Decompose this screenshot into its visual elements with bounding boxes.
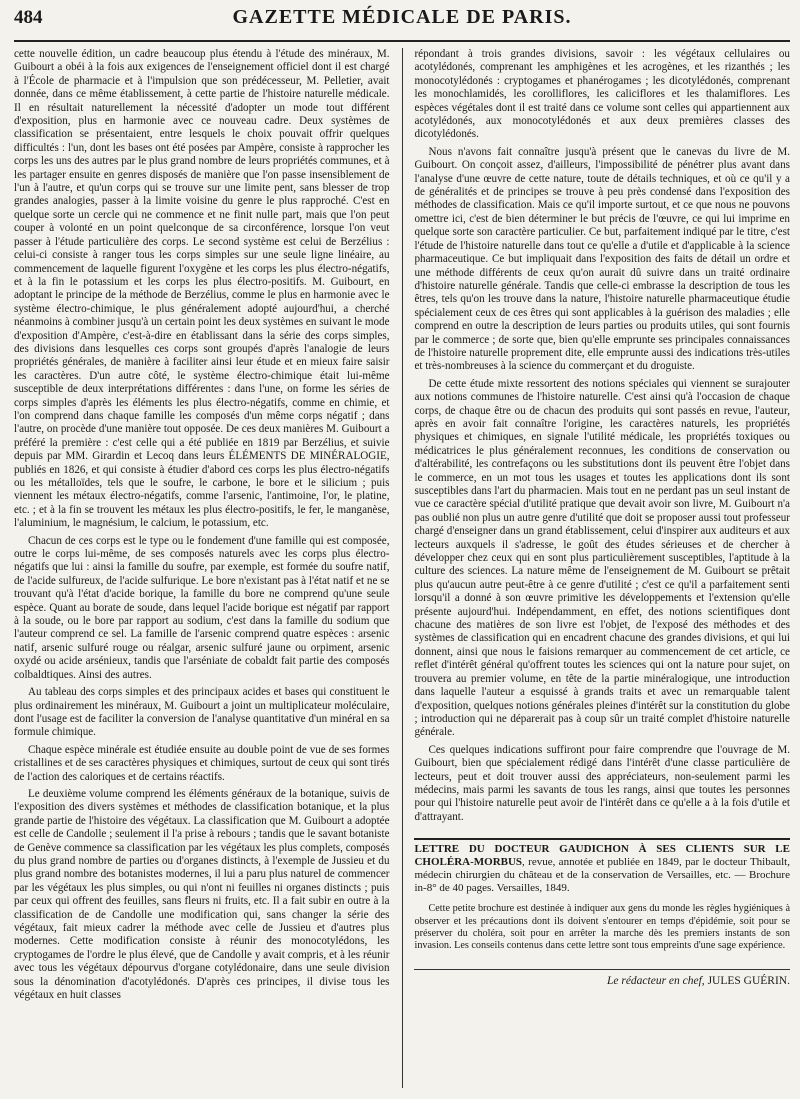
article-paragraph: cette nouvelle édition, un cadre beaucoup plus étendu à l'étude des minéraux, M. Guibourt a obéi à la fois aux exigences de l'enseignement officiel dont il est chargé à l'École de pharmacie et à l'impulsion que son prédécesseur, M. Pelletier, avait donnée, dans ce même établissement, à cette partie de l'histoire naturelle médicale. Il en résultait naturellement la nécessité d'adopter un mode tout différent d'exposition, plus en harmonie avec ce nouveau cadre. Deux systèmes de classification se présentaient, entre lesquels le choix pouvait offrir quelques difficultés : l'un, dont les bases ont été posées par Ampère, consiste à rapprocher les corps les uns des autres par le plus grand nombre de leurs propriétés communes, et à les partager ensuite en genres disposés de manière que l'on passe insensiblement de l'un à l'autre, et qu'un corps qui se trouve sur une limite pent, sans blesser de trop grandes analogies, passer à la limite voisine du genre le plus rapproché. C'est en quelque sorte un cercle qui ne commence et ne finit nulle part, mais que l'on peut couper à volonté en un point quelconque de sa circonférence, lorsque l'on veut passer à l'étude particulière des corps. Le second système est celui de Berzélius : celui-ci consiste à ranger tous les corps simples sur une seule ligne linéaire, au commencement de laquelle figurent l'oxygène et les corps les plus électro-négatifs, et à la fin le potassium et les corps les plus électro-positifs. M. Guibourt, en adoptant le principe de la méthode de Berzélius, comme le plus en harmonie avec le système électro-chimique, le plus généralement adopté aujourd'hui, a cherché néanmoins à combiner jusqu'à un certain point les deux systèmes en suivant le mode d'exposition d'Ampère, c'est-à-dire en établissant dans la série des corps simples, des divisions dans lesquelles ces corps sont groupés d'après l'analogie de leurs propriétés générales, de manière à faciliter ainsi leur étude et en mieux faire saisir les caractères. D'un autre côté, le système électro-chimique était lui-même susceptible de deux interprétations différentes : dans l'une, on forme les séries de corps simples d'après les éléments les plus électro-négatifs, comme en chimie, et l'on comprend dans chaque famille les composés d'un même corps négatif ; dans l'autre, on procède d'une manière tout opposée. De ces deux manières M. Guibourt a préféré la première : c'est celle qui a été publiée en 1819 par Berzélius, et suivie depuis par MM. Girardin et Lecoq dans leurs ÉLÉMENTS DE MINÉRALOGIE, publiés en 1826, et qui consiste à étudier d'abord ces corps les plus électro-négatifs ou les métalloïdes, tels que le soufre, le carbone, le bore et le silicium ; puis viennent les métaux électro-négatifs, comme l'arsenic, l'antimoine, l'or, le platine, etc. ; et à la fin se trouvent les métaux les plus électro-positifs, le fer, le manganèse, l'aluminium, le magnésium, le calcium, le potassium, etc. bbox=[14, 48, 390, 530]
article-paragraph: Le deuxième volume comprend les éléments généraux de la botanique, suivis de l'exposition des divers systèmes et méthodes de classification botanique, et la plus grande partie de l'histoire des végétaux. La classification que M. Guibourt a adoptée est celle de Candolle ; seulement il l'a prise à rebours ; tandis que le savant botaniste de Genève commence sa classification par les végétaux les plus complets, composés du plus grand nombre de parties ou d'organes distincts, à l'exemple de Jussieu et du plus grand nombre des botanistes modernes, il lui a paru plus naturel de commencer par les végétaux les plus simples, ou qui n'ont ni feuilles ni organes distincts ; puis par ceux qui offrent des feuilles, sans fleurs ni fruits, etc. Il a fait subir en outre à la classification de de Candolle une modification qui, sans changer la série des végétaux, fait mieux cadrer la méthode avec celle de Jussieu et d'autres plus modernes. Cette modification consiste à réunir des monocotylédons, les cryptogames de l'ordre le plus élevé, que de Candolle y avait compris, et à les réunir avec tous les végétaux dépourvus d'organe cotylédonaire, dans une seule division sous la dénomination d'acotylédonés. D'après ces principes, il divise tous les végétaux en huit classes bbox=[14, 787, 390, 1002]
column-divider bbox=[402, 48, 403, 1088]
letter-review bbox=[414, 838, 790, 953]
signature-role: Le rédacteur en chef, bbox=[606, 974, 705, 987]
article-paragraph: répondant à trois grandes divisions, savoir : les végétaux cellulaires ou acotylédonés, comprenant les amphigènes et les acrogènes, et les rizanthés ; les monocotylédonés : cryptogames et phanérogames ; les dicotylédonés, comprenant les monochlamidés, les corolliflores, les caliciflores et les thalamiflores. Les espèces végétales dont il est traité dans ce volume sont celles qui appartiennent aux acotylédonés, aux monocotylédonés et aux deux premières classes des dicotylédonés. bbox=[414, 48, 790, 141]
letter-heading bbox=[414, 843, 790, 895]
article-paragraph: De cette étude mixte ressortent des notions spéciales qui viennent se surajouter aux notions communes de l'histoire naturelle. C'est ainsi qu'à l'occasion de chaque corps, de chaque être ou de chacun des produits qui sont passés en revue, l'auteur, après en avoir fait connaître l'origine, les caractères naturels, les propriétés physiques et chimiques, en signale l'utilité médicale, les propriétés toxiques ou médicatrices le plus généralement reconnues, les conditions de conservation ou d'altérabilité, les contrefaçons ou les substitutions dont ils peuvent être l'objet dans le commerce, en un mot tous les usages et toutes les applications dont ils sont susceptibles dans l'art du pharmacien. Mais tout en ne perdant pas un seul instant de vue ce caractère spécial d'utilité pratique que devait avoir son livre, M. Guibourt n'a pas oublié non plus un autre genre d'utilité que doit se proposer aussi tout professeur chargé d'enseigner dans un grand établissement, celui d'inspirer aux auditeurs et aux lecteurs auxquels il s'adresse, le goût des études sérieuses et de chercher à développer chez ceux qui en sont plus particulièrement susceptibles, l'aptitude à la culture des sciences. La nature même de l'enseignement de M. Guibourt se prêtait plus qu'aucun autre peut-être à ce genre d'utilité ; c'est ce qu'il a parfaitement senti lorsqu'il a donné à son œuvre primitive les développements et l'extension qu'elle présente aujourd'hui. Indépendamment, en effet, des notions scientifiques dont chacune des matières de son livre est l'objet, de l'exposé des méthodes et des systèmes de classification qui en encadrent chacune des grandes divisions, et qui lui donnent, ainsi que nous le faisions remarquer au commencement de cet article, ce reflet d'intérêt général qu'offrent toutes les sciences qui ont la nature pour sujet, on trouvera au premier volume, en tête de la partie minéralogique, une introduction dans laquelle l'auteur a esquissé à grands traits et avec un remarquable talent d'exposition, quelques notions générales pleines d'intérêt sur la constitution du globe ; introduction qui ne déparerait pas à coup sûr un traité complet d'histoire naturelle générale. bbox=[414, 377, 790, 739]
article-paragraph: Chaque espèce minérale est étudiée ensuite au double point de vue de ses formes cristallines et de ses caractères physiques et chimiques, surtout de ceux qui sont tirés de l'action des caloriques et de certains réactifs. bbox=[14, 743, 390, 783]
article-paragraph: Chacun de ces corps est le type ou le fondement d'une famille qui est composée, outre le corps lui-même, de ses composés naturels avec les corps plus électro-négatifs que lui : ainsi la famille du soufre, par exemple, est formée du soufre natif, de l'acide sulfureux, de l'acide sulfurique. Le bore n'existant pas à l'état natif et ne se trouvant qu'à l'état d'acide borique, la famille du bore ne comprend qu'une seule espèce. Quant au borate de soude, dans lequel l'acide borique est négatif par rapport à la soude, ou le bore par rapport au sodium, c'est dans la famille du sodium que l'auteur comprend ce sel. La famille de l'arsenic comprend quatre espèces : arsenic natif, arsenic sulfuré rouge ou réalgar, arsenic sulfuré jaune ou orpiment, arsenic oxydé ou acide arsénieux, tandis que l'arséniate de cobaldt fait partie des composés colbaldtiques. Ainsi des autres. bbox=[14, 534, 390, 681]
letter-subtitle: , revue, annotée et publiée en 1849, par le docteur Thibault, médecin chirurgien du château et de la conservation de Versailles, etc. — Brochure in-8° de 40 pages. Versailles, 1849. bbox=[414, 856, 790, 895]
article-paragraph: Nous n'avons fait connaître jusqu'à présent que le canevas du livre de M. Guibourt. On conçoit assez, d'ailleurs, l'impossibilité de pénétrer plus avant dans l'analyse d'une œuvre de cette nature, toute de détails techniques, et où ce qu'il y a de généralités et de principes se trouve à peu près condensé dans l'exposition des méthodes de classification. Mais ce qu'il importe surtout, et ce que nous ne pouvons omettre ici, c'est de bien déterminer le but précis de l'œuvre, ce qui lui imprime en quelque sorte son caractère particulier. Ce but, parfaitement indiqué par le titre, c'est l'étude de l'histoire naturelle dans tout ce qu'elle a d'utile et d'applicable à la science pharmaceutique. Ce but impliquait dans l'exposition des faits de détail un ordre et une méthode différents de ceux qu'on aurait dû suivre dans un traité ordinaire d'histoire naturelle générale. Tandis que celle-ci embrasse la description de tous les êtres, tels qu'on les trouve dans la nature, l'histoire naturelle pharmaceutique étudie spécialement ceux de ces êtres qui sont applicables à la guérison des maladies ; elle comprend en outre la description de leurs parties ou produits utiles, qui sont fournis par le commerce ; de sorte que, bien qu'elle emprunte ses principales connaissances de l'histoire naturelle proprement dite, elle emprunte aussi des indications très-utiles et très-nombreuses à la science du commerçant et du droguiste. bbox=[414, 145, 790, 373]
article-paragraph: Ces quelques indications suffiront pour faire comprendre que l'ouvrage de M. Guibourt, bien que spécialement rédigé dans l'intérêt d'une classe particulière de lecteurs, peut et doit trouver aussi des appréciateurs, non-seulement parmi les médecins, mais parmi les savants de tous les rangs, ainsi que toutes les personnes pour qui l'histoire naturelle peut avoir de l'intérêt dans ce qu'elle a à la fois d'utile et d'attrayant. bbox=[414, 743, 790, 823]
text-columns bbox=[14, 48, 790, 1088]
right-column bbox=[406, 48, 790, 1088]
section-rule bbox=[414, 838, 790, 840]
letter-title: LETTRE DU DOCTEUR GAUDICHON À SES CLIENTS SUR LE CHOLÉRA-MORBUS bbox=[414, 843, 790, 869]
editor-signature bbox=[414, 969, 790, 988]
left-column bbox=[14, 48, 398, 1088]
page-header bbox=[14, 6, 790, 42]
letter-body: Cette petite brochure est destinée à indiquer aux gens du monde les règles hygiéniques à observer et les précautions dont ils doivent s'entourer en temps d'épidémie, soit pour se préserver du choléra, soit pour en arrêter la marche dès les premiers instants de son invasion. Les conseils contenus dans cette lettre sont tous empreints d'une sage expérience. bbox=[414, 903, 790, 952]
signature-name: JULES GUÉRIN. bbox=[707, 974, 790, 987]
article-paragraph: Au tableau des corps simples et des principaux acides et bases qui constituent le plus ordinairement les minéraux, M. Guibourt a joint un multiplicateur moléculaire, dont l'usage est de faciliter la conversion de l'analyse quantitative d'un minéral en sa formule chimique. bbox=[14, 686, 390, 739]
page-number: 484 bbox=[14, 7, 43, 28]
journal-title: GAZETTE MÉDICALE DE PARIS. bbox=[232, 6, 572, 28]
